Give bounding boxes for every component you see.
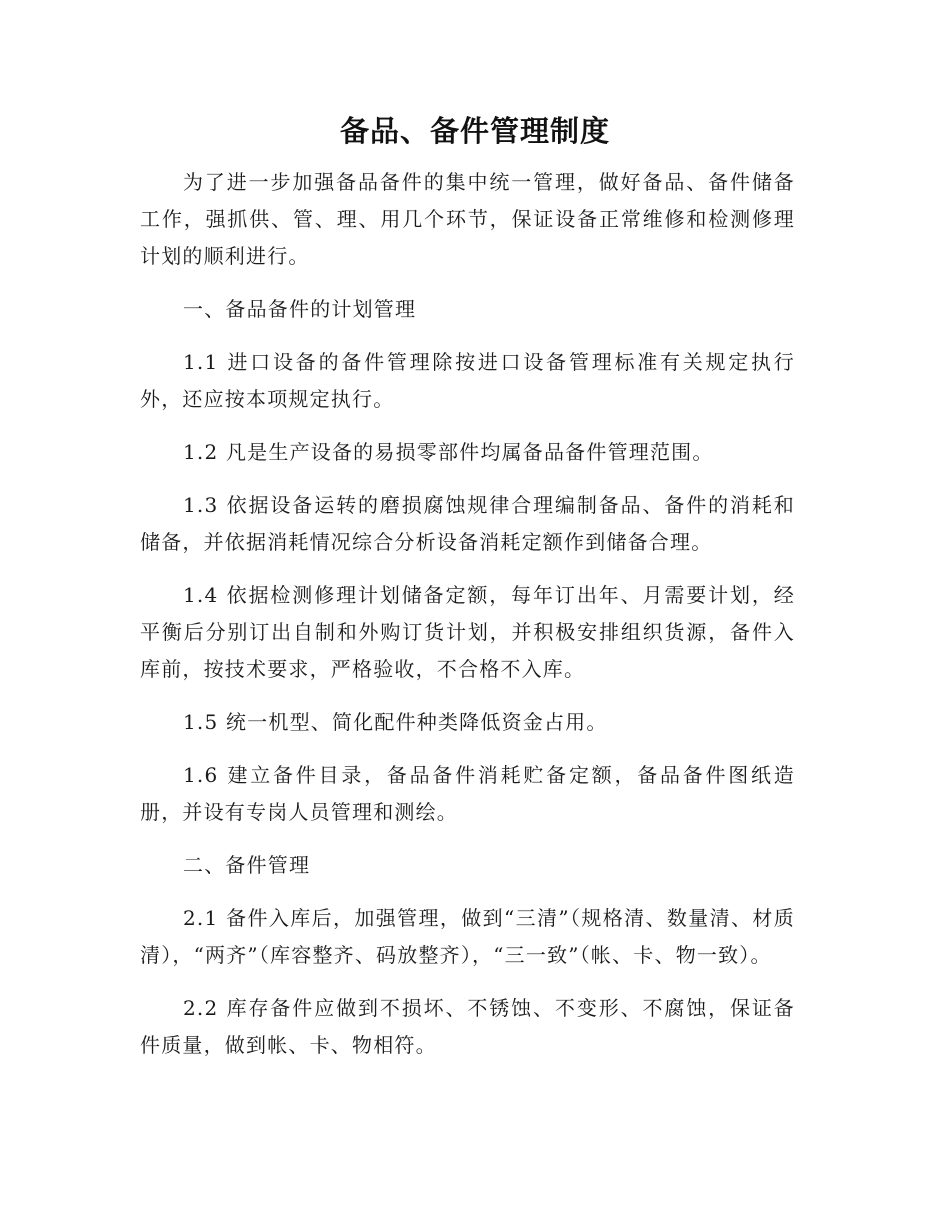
clause-2-2: 2.2 库存备件应做到不损坏、不锈蚀、不变形、不腐蚀，保证备件质量，做到帐、卡、物相符。: [140, 996, 795, 1057]
section-heading-2: 二、备件管理: [183, 853, 311, 877]
clause-1-1: 1.1 进口设备的备件管理除按进口设备管理标准有关规定执行外，还应按本项规定执行。: [140, 350, 795, 411]
document-title: 备品、备件管理制度: [339, 114, 610, 148]
clause-1-2: 1.2 凡是生产设备的易损零部件均属备品备件管理范围。: [183, 440, 714, 464]
section-heading-1: 一、备品备件的计划管理: [183, 297, 417, 321]
clause-1-6: 1.6 建立备件目录，备品备件消耗贮备定额，备品备件图纸造册，并设有专岗人员管理和测绘。: [140, 763, 795, 824]
clause-2-1: 2.1 备件入库后，加强管理，做到“三清”（规格清、数量清、材质清），“两齐”（库容整齐、码放整齐），“三一致”（帐、卡、物一致）。: [140, 906, 795, 967]
clause-1-5: 1.5 统一机型、简化配件种类降低资金占用。: [183, 710, 608, 734]
document-body: [140, 164, 795, 1080]
clause-1-4: 1.4 依据检测修理计划储备定额，每年订出年、月需要计划，经平衡后分别订出自制和外购订货计划，并积极安排组织货源，备件入库前，按技术要求，严格验收，不合格不入库。: [140, 583, 795, 681]
intro-paragraph: 为了进一步加强备品备件的集中统一管理，做好备品、备件储备工作，强抓供、管、理、用几个环节，保证设备正常维修和检测修理计划的顺利进行。: [140, 170, 795, 268]
clause-1-3: 1.3 依据设备运转的磨损腐蚀规律合理编制备品、备件的消耗和储备，并依据消耗情况综合分析设备消耗定额作到储备合理。: [140, 493, 795, 554]
